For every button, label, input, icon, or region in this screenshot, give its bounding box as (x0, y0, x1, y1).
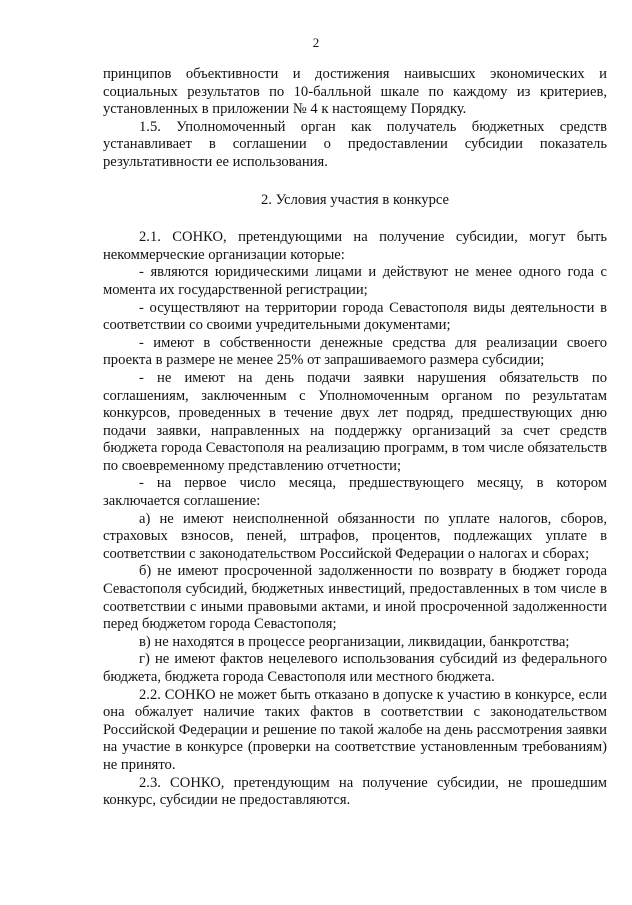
document-body (103, 66, 607, 810)
sub-item-a: а) не имеют неисполненной обязанности по уплате налогов, сборов, страховых взносов, пеней, штрафов, процентов, подлежащих уплате в соответствии с законодательством Российской Федерации о налогах и сборах; (103, 510, 607, 562)
sub-item-g: г) не имеют фактов нецелевого использования субсидий из федерального бюджета, бюджета города Севастополя или местного бюджета. (103, 651, 607, 685)
list-item: - на первое число месяца, предшествующего месяцу, в котором заключается соглашение: (103, 475, 607, 510)
paragraph: 2.3. СОНКО, претендующим на получение субсидии, не прошедшим конкурс, субсидии не предоставляются. (103, 774, 607, 809)
list-item: - не имеют на день подачи заявки нарушения обязательств по соглашениям, заключенным с Уполномоченным органом по результатам конкурсов, проведенных в течение двух лет подряд, предшествующих дню подачи заявки, направленных на поддержку организаций за счет средств бюджета города Севастополя на реализацию программ, в том числе обязательств по своевременному представлению отчетности; (103, 369, 607, 474)
paragraph: 1.5. Уполномоченный орган как получатель бюджетных средств устанавливает в соглашении о предоставлении субсидии показатель результативности ее использования. (103, 118, 607, 170)
sub-item-b: б) не имеют просроченной задолженности по возврату в бюджет города Севастополя субсидий, бюджетных инвестиций, предоставленных в том числе в соответствии с иными правовыми актами, и иной просроченной задолженности перед бюджетом города Севастополя; (103, 563, 607, 633)
sub-item-v: в) не находятся в процессе реорганизации, ликвидации, банкротства; (139, 633, 570, 650)
section-heading: 2. Условия участия в конкурсе (260, 191, 450, 208)
page-number: 2 (312, 35, 320, 50)
list-item: - имеют в собственности денежные средства для реализации своего проекта в размере не менее 25% от запрашиваемого размера субсидии; (103, 334, 607, 369)
paragraph: 2.2. СОНКО не может быть отказано в допуске к участию в конкурсе, если она обжалует наличие таких фактов в соответствии с законодательством Российской Федерации и решение по такой жалобе на день рассмотрения заявки на участие в конкурсе (проверки на соответствие установленным требованиям) не принято. (103, 686, 607, 773)
paragraph: 2.1. СОНКО, претендующими на получение субсидии, могут быть некоммерческие организации которые: (103, 229, 607, 263)
list-item: - являются юридическими лицами и действуют не менее одного года с момента их государственной регистрации; (103, 264, 607, 298)
paragraph: принципов объективности и достижения наивысших экономических и социальных результатов по 10-балльной шкале по каждому из критериев, установленных в приложении № 4 к настоящему Порядку. (103, 66, 607, 118)
list-item: - осуществляют на территории города Севастополя виды деятельности в соответствии со своими учредительными документами; (103, 299, 607, 334)
